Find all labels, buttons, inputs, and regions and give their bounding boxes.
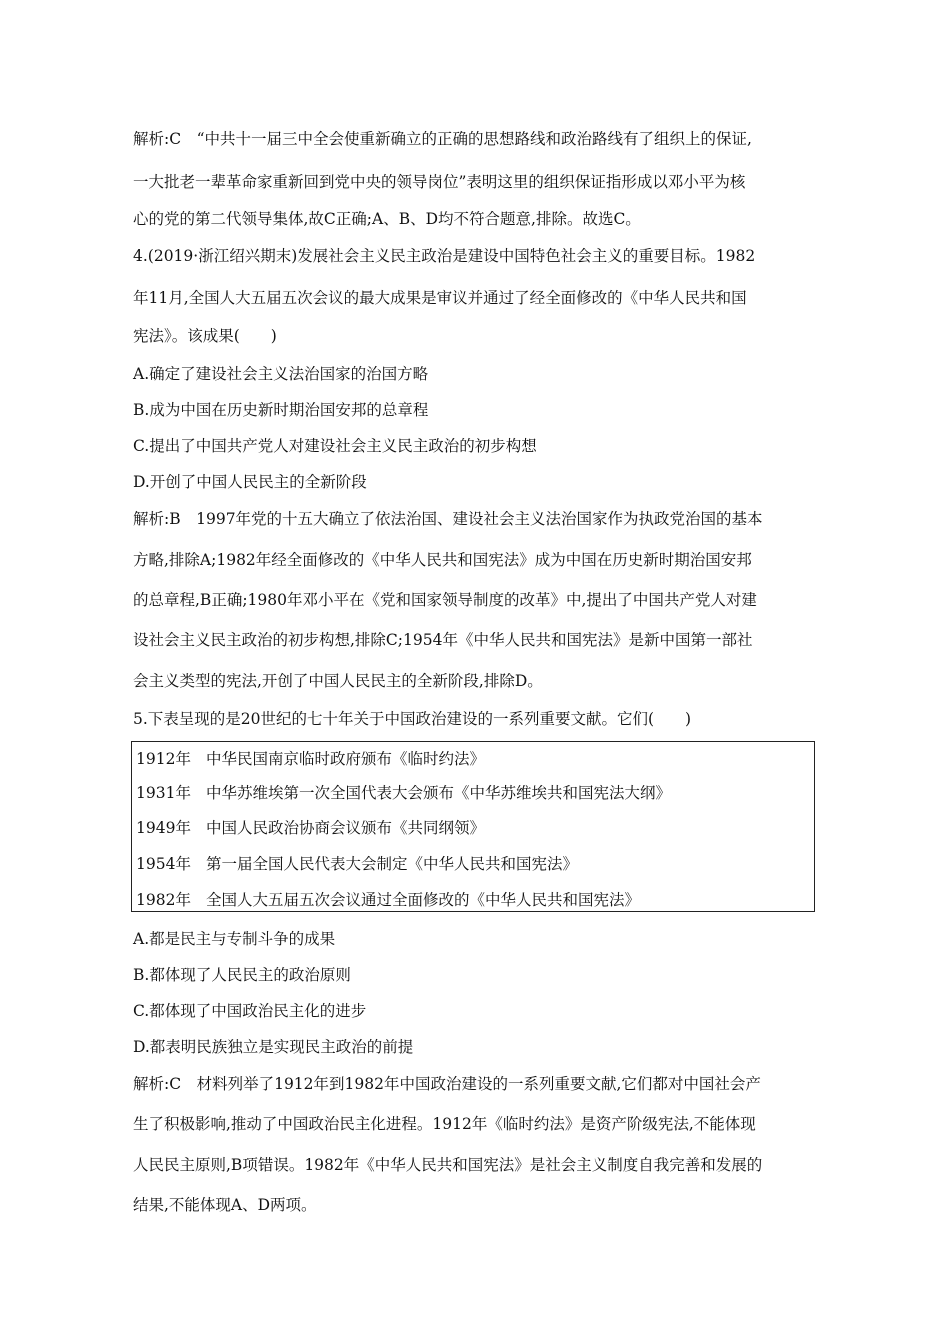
table-year: 1949年 [136,819,191,837]
table-text: 中国人民政治协商会议颁布《共同纲领》 [206,819,486,837]
q5-option-a: A.都是民主与专制斗争的成果 [133,930,336,948]
q4-analysis-line: 会主义类型的宪法,开创了中国人民民主的全新阶段,排除D。 [133,672,543,690]
table-year: 1954年 [136,855,191,873]
q5-analysis-line: 解析:C 材料列举了1912年到1982年中国政治建设的一系列重要文献,它们都对中国社会产 [133,1075,761,1093]
q4-analysis-line: 设社会主义民主政治的初步构想,排除C;1954年《中华人民共和国宪法》是新中国第一部社 [133,631,753,649]
q3-analysis-line: 解析:C “中共十一届三中全会使重新确立的正确的思想路线和政治路线有了组织上的保证, [133,130,752,148]
q4-option-b: B.成为中国在历史新时期治国安邦的总章程 [133,401,429,419]
q4-option-c: C.提出了中国共产党人对建设社会主义民主政治的初步构想 [133,437,537,455]
q5-option-b: B.都体现了人民民主的政治原则 [133,966,351,984]
q5-analysis-line: 人民民主原则,B项错误。1982年《中华人民共和国宪法》是社会主义制度自我完善和发展的 [133,1156,763,1174]
table-text: 中华苏维埃第一次全国代表大会颁布《中华苏维埃共和国宪法大纲》 [206,784,672,802]
q4-option-a: A.确定了建设社会主义法治国家的治国方略 [133,365,429,383]
table-text: 全国人大五届五次会议通过全面修改的《中华人民共和国宪法》 [206,891,641,909]
q3-analysis-line: 一大批老一辈革命家重新回到党中央的领导岗位”表明这里的组织保证指形成以邓小平为核 [133,173,746,191]
table-text: 第一届全国人民代表大会制定《中华人民共和国宪法》 [206,855,579,873]
table-row [136,890,640,910]
q5-analysis-line: 结果,不能体现A、D两项。 [133,1196,317,1214]
table-row [136,783,671,803]
q4-option-d: D.开创了中国人民民主的全新阶段 [133,473,367,491]
q5-analysis-line: 生了积极影响,推动了中国政治民主化进程。1912年《临时约法》是资产阶级宪法,不能体现 [133,1115,756,1133]
q4-stem-line: 4.(2019·浙江绍兴期末)发展社会主义民主政治是建设中国特色社会主义的重要目标。1982 [133,247,756,265]
q4-analysis-line: 的总章程,B正确;1980年邓小平在《党和国家领导制度的改革》中,提出了中国共产党人对建 [133,591,757,609]
table-text: 中华民国南京临时政府颁布《临时约法》 [206,750,486,768]
table-year: 1912年 [136,750,191,768]
q3-analysis-line: 心的党的第二代领导集体,故C正确;A、B、D均不符合题意,排除。故选C。 [133,210,641,228]
q4-stem-line: 年11月,全国人大五届五次会议的最大成果是审议并通过了经全面修改的《中华人民共和国 [133,289,747,307]
q4-analysis-line: 解析:B 1997年党的十五大确立了依法治国、建设社会主义法治国家作为执政党治国的基本 [133,510,763,528]
table-year: 1982年 [136,891,191,909]
documents-table [131,741,815,912]
q5-option-d: D.都表明民族独立是实现民主政治的前提 [133,1038,414,1056]
q5-stem: 5.下表呈现的是20世纪的七十年关于中国政治建设的一系列重要文献。它们( ) [133,710,692,728]
table-row [136,818,485,838]
table-row [136,854,578,874]
q4-stem-line: 宪法》。该成果( ) [133,327,277,345]
q4-analysis-line: 方略,排除A;1982年经全面修改的《中华人民共和国宪法》成为中国在历史新时期治国安邦 [133,551,752,569]
q5-option-c: C.都体现了中国政治民主化的进步 [133,1002,367,1020]
table-row [136,749,485,769]
table-year: 1931年 [136,784,191,802]
